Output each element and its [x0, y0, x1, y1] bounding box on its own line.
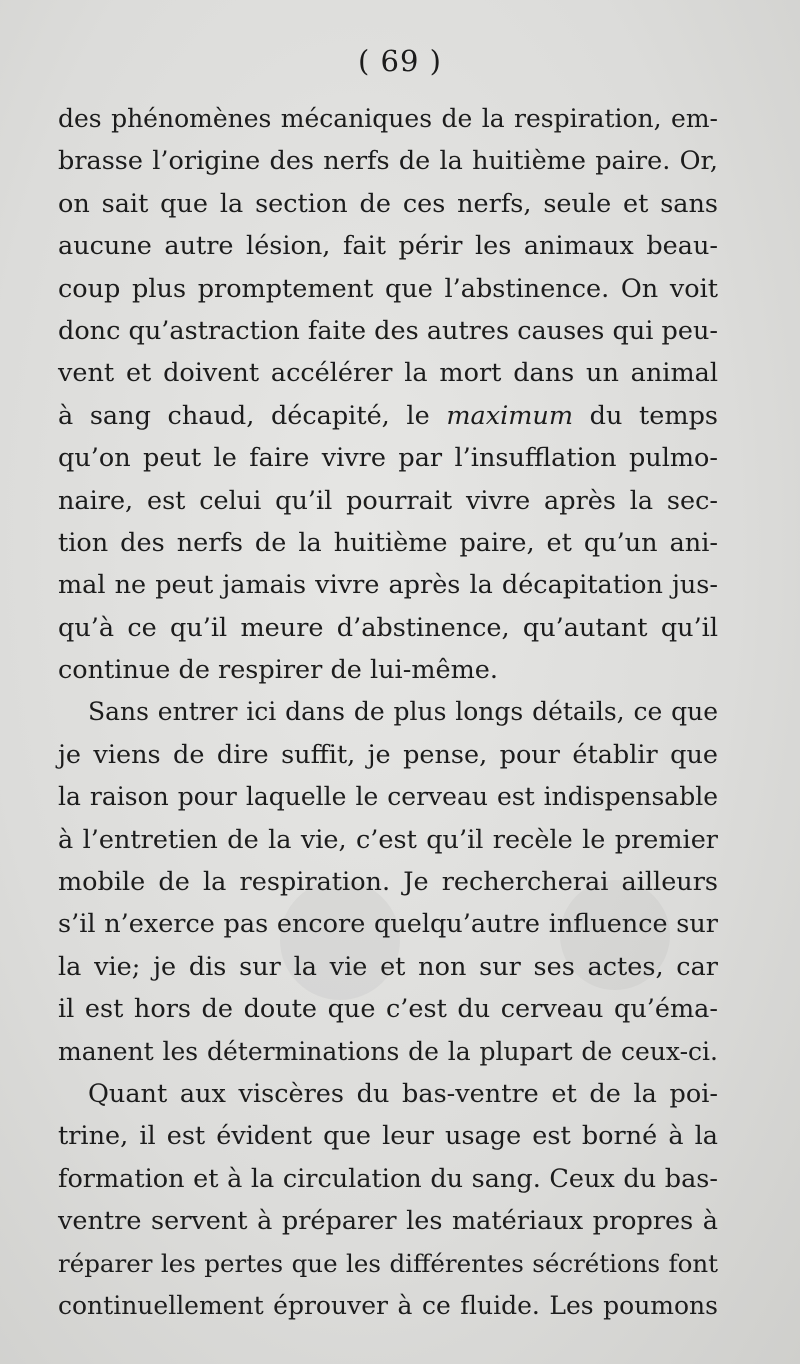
text-line: réparer les pertes que les différentes sécrétions font [58, 1248, 718, 1278]
text-line: mal ne peut jamais vivre après la décapitation jus- [58, 570, 718, 601]
text-line: on sait que la section de ces nerfs, seule et sans [58, 188, 718, 219]
text-line: il est hors de doute que c’est du cerveau qu’éma- [58, 994, 718, 1025]
text-line: qu’à ce qu’il meure d’abstinence, qu’autant qu’il [58, 612, 718, 643]
body-text [58, 98, 718, 1327]
text-line: la vie; je dis sur la vie et non sur ses actes, car [58, 951, 718, 982]
text-line: trine, il est évident que leur usage est borné à la [58, 1121, 718, 1152]
text-line: coup plus promptement que l’abstinence. On voit [58, 273, 718, 304]
text-line: brasse l’origine des nerfs de la huitième paire. Or, [58, 146, 718, 177]
text-line: formation et à la circulation du sang. Ceux du bas- [58, 1163, 718, 1194]
text-line: qu’on peut le faire vivre par l’insufflation pulmo- [58, 443, 718, 474]
text-line: aucune autre lésion, fait périr les animaux beau- [58, 231, 718, 262]
text-line: manent les déterminations de la plupart de ceux-ci. [58, 1036, 718, 1066]
text-line: continue de respirer de lui-même. [58, 655, 498, 686]
paragraph-start-line: Quant aux viscères du bas-ventre et de la poi- [88, 1078, 718, 1109]
text-line: vent et doivent accélérer la mort dans un animal [58, 358, 718, 389]
text-line: mobile de la respiration. Je rechercherai ailleurs [58, 867, 718, 898]
page-number: ( 69 ) [358, 44, 442, 78]
text-line: continuellement éprouver à ce fluide. Les poumons [58, 1290, 718, 1320]
paragraph-start-line: Sans entrer ici dans de plus longs détails, ce que [88, 697, 718, 727]
italic-term: maximum [446, 400, 574, 431]
text-line: donc qu’astraction faite des autres causes qui peu- [58, 315, 718, 346]
text-line: à l’entretien de la vie, c’est qu’il recèle le premier [58, 824, 718, 855]
text-line: tion des nerfs de la huitième paire, et qu’un ani- [58, 527, 718, 558]
text-line: à sang chaud, décapité, le maximum du temps [58, 400, 718, 431]
text-line: s’il n’exerce pas encore quelqu’autre influence sur [58, 909, 718, 940]
text-line: naire, est celui qu’il pourrait vivre après la sec- [58, 485, 718, 516]
text-line: la raison pour laquelle le cerveau est indispensable [58, 782, 718, 812]
text-line: ventre servent à préparer les matériaux propres à [58, 1206, 718, 1237]
text-line: des phénomènes mécaniques de la respiration, em- [58, 104, 718, 133]
text-line: je viens de dire suffit, je pense, pour établir que [58, 739, 718, 770]
